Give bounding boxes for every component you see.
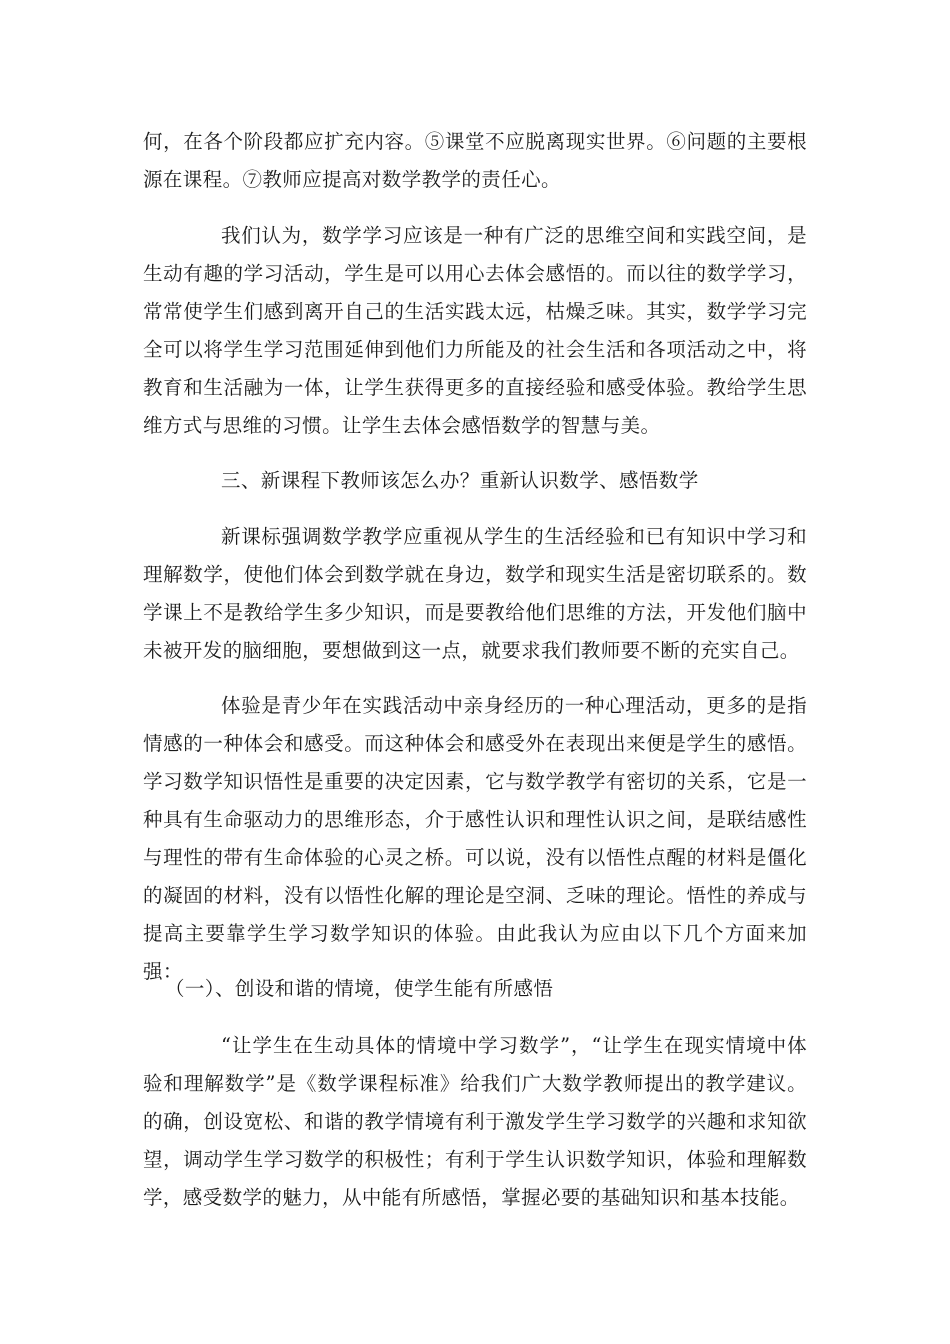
paragraph-situation: “让学生在生动具体的情境中学习数学”，“让学生在现实情境中体验和理解数学”是《数学课程标准》给我们广大数学教师提出的教学建议。的确，创设宽松、和谐的教学情境有利于激发学生学习数学的兴趣和求知欲望，调动学生学习数学的积极性；有利于学生认识数学知识，体验和理解数学，感受数学的魅力，从中能有所感悟，掌握必要的基础知识和基本技能。 <box>143 1034 807 1209</box>
paragraph-continuation: 何，在各个阶段都应扩充内容。⑤课堂不应脱离现实世界。⑥问题的主要根源在课程。⑦教师应提高对数学教学的责任心。 <box>143 130 807 191</box>
paragraph-new-curriculum: 新课标强调数学教学应重视从学生的生活经验和已有知识中学习和理解数学，使他们体会到数学就在身边，数学和现实生活是密切联系的。数学课上不是教给学生多少知识，而是要教给他们思维的方法，开发他们脑中未被开发的脑细胞，要想做到这一点，就要求我们教师要不断的充实自己。 <box>143 525 807 662</box>
paragraph-experience: 体验是青少年在实践活动中亲身经历的一种心理活动，更多的是指情感的一种体会和感受。而这种体会和感受外在表现出来便是学生的感悟。学习数学知识悟性是重要的决定因素，它与数学教学有密切的关系，它是一种具有生命驱动力的思维形态，介于感性认识和理性认识之间，是联结感性与理性的带有生命体验的心灵之桥。可以说，没有以悟性点醒的材料是僵化的凝固的材料，没有以悟性化解的理论是空洞、乏味的理论。悟性的养成与提高主要靠学生学习数学知识的体验。由此我认为应由以下几个方面来加强： <box>143 694 807 983</box>
section-heading-three: 三、新课程下教师该怎么办？重新认识数学、感悟数学 <box>221 469 699 492</box>
subsection-heading-one: （一）、创设和谐的情境，使学生能有所感悟 <box>165 977 554 1000</box>
paragraph-learning-view: 我们认为，数学学习应该是一种有广泛的思维空间和实践空间，是生动有趣的学习活动，学生是可以用心去体会感悟的。而以往的数学学习，常常使学生们感到离开自己的生活实践太远，枯燥乏味。其实，数学学习完全可以将学生学习范围延伸到他们力所能及的社会生活和各项活动之中，将教育和生活融为一体，让学生获得更多的直接经验和感受体验。教给学生思维方式与思维的习惯。让学生去体会感悟数学的智慧与美。 <box>143 224 807 437</box>
